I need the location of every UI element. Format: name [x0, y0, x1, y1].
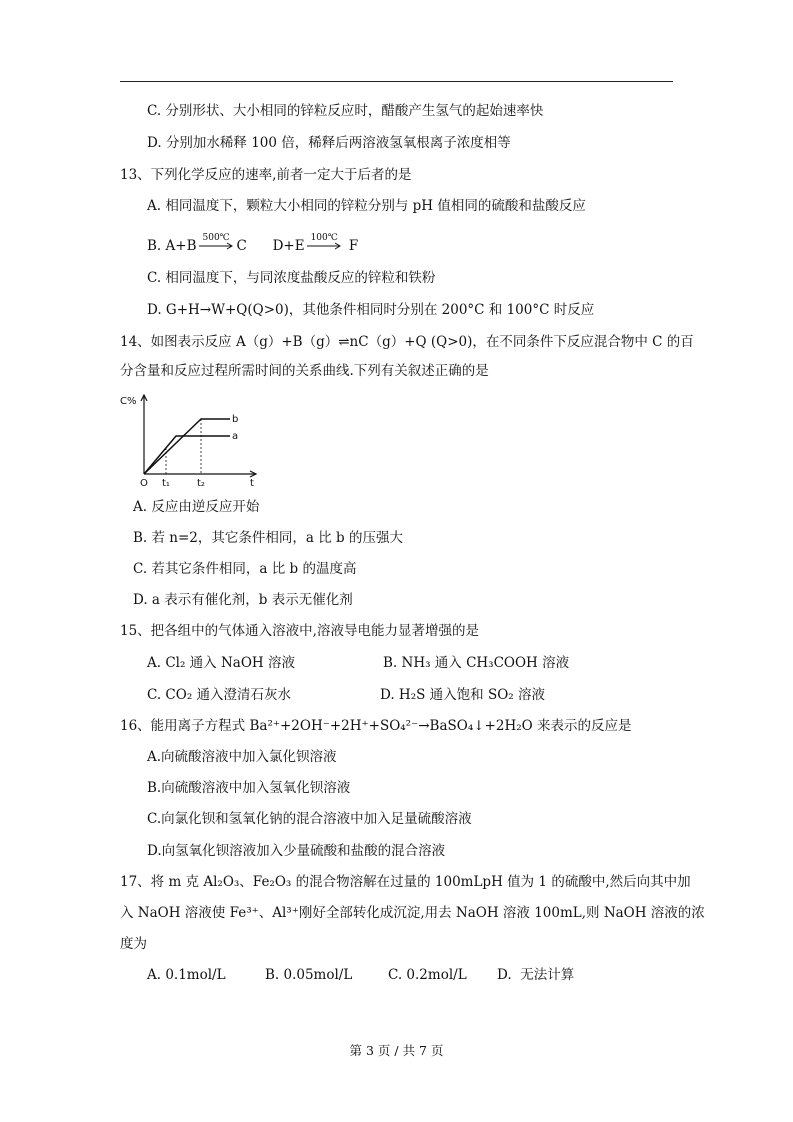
- reaction-arrow-1: [199, 233, 235, 252]
- q15-stem: 15、把各组中的气体通入溶液中,溶液导电能力显著增强的是: [120, 623, 479, 639]
- q13b-right: F: [348, 238, 359, 254]
- curve-a-label: a: [232, 431, 239, 442]
- header-rule: [120, 81, 673, 82]
- reaction-condition-2: 100℃: [310, 233, 338, 243]
- q12-option-d: D. 分别加水稀释 100 倍，稀释后两溶液氢氧根离子浓度相等: [147, 135, 511, 151]
- reaction-condition-1: 500℃: [202, 233, 230, 243]
- t1-label: t₁: [162, 478, 170, 489]
- origin-label: O: [140, 478, 148, 489]
- q15-option-d: D. H₂S 通入饱和 SO₂ 溶液: [380, 687, 545, 703]
- t2-label: t₂: [197, 478, 205, 489]
- q14-option-a: A. 反应由逆反应开始: [133, 499, 260, 515]
- q15-option-a: A. Cl₂ 通入 NaOH 溶液: [147, 655, 295, 671]
- q13-stem: 13、下列化学反应的速率,前者一定大于后者的是: [120, 167, 412, 183]
- q17-option-a: A. 0.1mol/L: [147, 967, 226, 983]
- q17-stem-line2: 入 NaOH 溶液使 Fe³⁺、Al³⁺刚好全部转化成沉淀,用去 NaOH 溶液 100mL,则 NaOH 溶液的浓: [120, 905, 705, 921]
- q13-option-d: D. G+H→W+Q(Q>0)，其他条件相同时分别在 200°C 和 100°C 时反应: [147, 302, 595, 318]
- q16-stem: 16、能用离子方程式 Ba²⁺+2OH⁻+2H⁺+SO₄²⁻→BaSO₄↓+2H₂O 来表示的反应是: [120, 718, 632, 734]
- q13b-left: B. A+B: [147, 238, 197, 254]
- q15-option-b: B. NH₃ 通入 CH₃COOH 溶液: [383, 655, 570, 671]
- q17-stem-line1: 17、将 m 克 Al₂O₃、Fe₂O₃ 的混合物溶解在过量的 100mLpH 值为 1 的硫酸中,然后向其中加: [120, 874, 691, 890]
- q14-option-c: C. 若其它条件相同，a 比 b 的温度高: [133, 561, 357, 577]
- q17-option-d: D. 无法计算: [497, 967, 575, 983]
- curve-b-label: b: [232, 414, 239, 425]
- q17-option-b: B. 0.05mol/L: [265, 967, 353, 983]
- q13b-mid: C D+E: [236, 238, 305, 254]
- y-axis-label: C%: [120, 396, 137, 407]
- q13-option-b: [147, 233, 359, 255]
- reaction-arrow-2: [307, 233, 343, 252]
- q16-option-b: B.向硫酸溶液中加入氢氧化钡溶液: [147, 780, 351, 796]
- x-axis-label: t: [250, 478, 254, 489]
- q14-stem-line2: 分含量和反应过程所需时间的关系曲线.下列有关叙述正确的是: [120, 363, 489, 379]
- q14-option-b: B. 若 n=2，其它条件相同，a 比 b 的压强大: [133, 530, 403, 546]
- q12-option-c: C. 分别形状、大小相同的锌粒反应时，醋酸产生氢气的起始速率快: [147, 103, 544, 119]
- q16-option-c: C.向氯化钡和氢氧化钠的混合溶液中加入足量硫酸溶液: [147, 811, 472, 827]
- q16-option-d: D.向氢氧化钡溶液加入少量硫酸和盐酸的混合溶液: [147, 843, 446, 859]
- q13-option-a: A. 相同温度下，颗粒大小相同的锌粒分别与 pH 值相同的硫酸和盐酸反应: [147, 198, 586, 214]
- q14-option-d: D. a 表示有催化剂，b 表示无催化剂: [133, 592, 353, 608]
- q15-option-c: C. CO₂ 通入澄清石灰水: [147, 687, 292, 703]
- q14-stem-line1: 14、如图表示反应 A（g）+B（g）⇌nC（g）+Q (Q>0)，在不同条件下反应混合物中 C 的百: [120, 334, 694, 350]
- q17-stem-line3: 度为: [120, 936, 147, 952]
- page-footer: 第 3 页 / 共 7 页: [349, 1043, 444, 1058]
- concentration-time-graph: [118, 392, 258, 492]
- q16-option-a: A.向硫酸溶液中加入氯化钡溶液: [147, 749, 337, 765]
- curve-a: [144, 436, 230, 474]
- q17-option-c: C. 0.2mol/L: [388, 967, 467, 983]
- curve-b: [144, 419, 230, 474]
- q13-option-c: C. 相同温度下，与同浓度盐酸反应的锌粒和铁粉: [147, 270, 436, 286]
